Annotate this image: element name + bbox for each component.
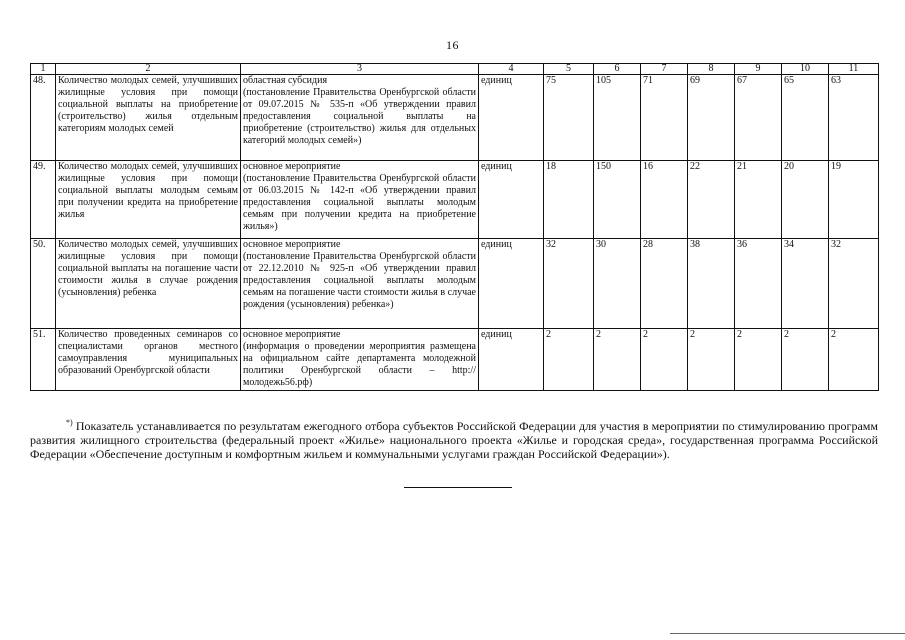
header-cell: 5 [544,64,594,75]
value-cell: 2 [735,329,782,391]
scan-edge-line [670,633,905,634]
footnote-marker: *) [66,418,73,427]
indicator-name: Количество молодых семей, улучшивших жилищные условия при помощи социальной выплаты на приобретение (строительство) жилья отдельным категориям молодых семей [56,75,241,161]
separator-line [404,487,512,488]
value-cell: 2 [544,329,594,391]
indicator-source [241,329,479,391]
value-cell: 63 [829,75,879,161]
unit-cell: единиц [479,329,544,391]
value-cell: 18 [544,161,594,239]
footnote [30,419,878,461]
value-cell: 2 [594,329,641,391]
header-cell: 1 [31,64,56,75]
row-number: 48. [31,75,56,161]
source-head: основное мероприятие [243,161,341,172]
value-cell: 105 [594,75,641,161]
value-cell: 69 [688,75,735,161]
value-cell: 19 [829,161,879,239]
table-row [31,161,879,239]
indicators-table [30,63,879,391]
header-cell: 9 [735,64,782,75]
value-cell: 36 [735,239,782,329]
source-body: (постановление Правительства Оренбургской области от 22.12.2010 № 925-п «Об утверждении правил предоставления социальной выплаты молодым семьям на погашение части стоимости жилья в случае рождения (усыновления) ребенка») [243,251,476,310]
header-cell: 11 [829,64,879,75]
value-cell: 16 [641,161,688,239]
value-cell: 2 [641,329,688,391]
header-cell: 6 [594,64,641,75]
row-number: 50. [31,239,56,329]
value-cell: 2 [782,329,829,391]
header-cell: 3 [241,64,479,75]
footnote-text: Показатель устанавливается по результатам ежегодного отбора субъектов Российской Федерации для участия в мероприятии по стимулированию программ развития жилищного строительства (федеральный проект «Жилье» национального проекта «Жилье и городская среда», государственная программа Российской Федерации «Обеспечение доступным и комфортным жильем и коммунальными услугами граждан Российской Федерации»). [30,419,878,461]
source-head: основное мероприятие [243,329,341,340]
unit-cell: единиц [479,239,544,329]
value-cell: 34 [782,239,829,329]
value-cell: 28 [641,239,688,329]
unit-cell: единиц [479,75,544,161]
table-row [31,239,879,329]
value-cell: 67 [735,75,782,161]
header-cell: 8 [688,64,735,75]
value-cell: 22 [688,161,735,239]
value-cell: 30 [594,239,641,329]
value-cell: 38 [688,239,735,329]
value-cell: 20 [782,161,829,239]
header-cell: 10 [782,64,829,75]
row-number: 49. [31,161,56,239]
value-cell: 71 [641,75,688,161]
value-cell: 75 [544,75,594,161]
value-cell: 32 [544,239,594,329]
source-body: (постановление Правительства Оренбургской области от 06.03.2015 № 142-п «Об утверждении правил предоставления социальной выплаты молодым семьям при получении кредита на приобретение жилья») [243,173,476,232]
value-cell: 150 [594,161,641,239]
unit-cell: единиц [479,161,544,239]
header-cell: 2 [56,64,241,75]
row-number: 51. [31,329,56,391]
source-head: основное мероприятие [243,239,341,250]
source-head: областная субсидия [243,75,328,86]
source-body: (информация о проведении мероприятия размещена на официальном сайте департамента молодежной политики Оренбургской области – http://молодежь56.рф) [243,341,476,388]
header-cell: 7 [641,64,688,75]
value-cell: 21 [735,161,782,239]
table-row [31,75,879,161]
value-cell: 2 [688,329,735,391]
value-cell: 65 [782,75,829,161]
indicator-source [241,239,479,329]
indicator-name: Количество проведенных семинаров со специалистами органов местного самоуправления муниципальных образований Оренбургской области [56,329,241,391]
indicator-source [241,161,479,239]
page-number: 16 [446,38,459,52]
source-body: (постановление Правительства Оренбургской области от 09.07.2015 № 535-п «Об утверждении правил предоставления социальной выплаты на приобретение (строительство) жилья для отдельных категорий молодых семей») [243,87,476,146]
indicator-name: Количество молодых семей, улучшивших жилищные условия при помощи социальной выплаты на погашение части стоимости жилья в случае рождения (усыновления) ребенка [56,239,241,329]
value-cell: 2 [829,329,879,391]
header-cell: 4 [479,64,544,75]
indicator-source [241,75,479,161]
table-row [31,329,879,391]
indicator-name: Количество молодых семей, улучшивших жилищные условия при помощи социальной выплаты молодым семьям при получении кредита на приобретение жилья [56,161,241,239]
header-row [31,64,879,75]
value-cell: 32 [829,239,879,329]
